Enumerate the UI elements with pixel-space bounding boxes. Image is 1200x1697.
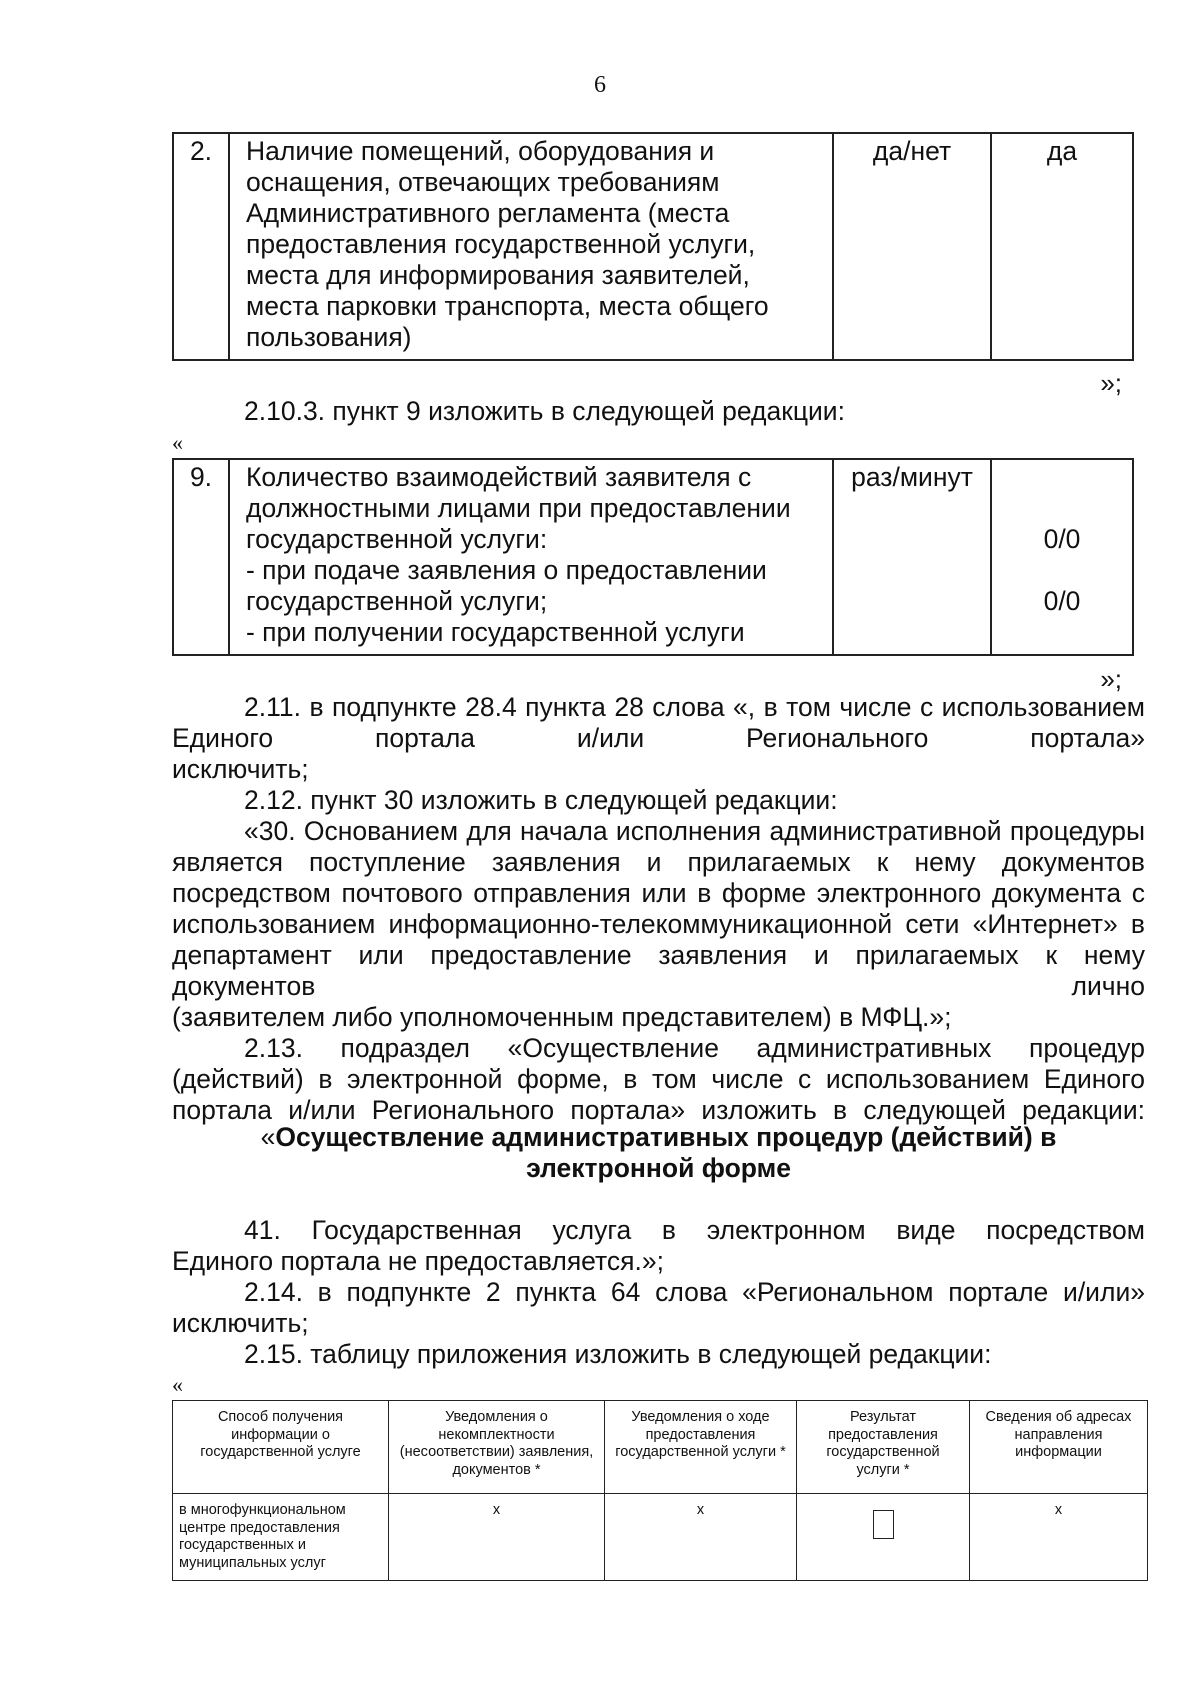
appendix-table: [172, 1400, 1148, 1581]
result-cell: [797, 1494, 970, 1581]
paragraph-2-14-end: исключить;: [172, 1308, 309, 1338]
paragraph-2-10-3: 2.10.3. пункт 9 изложить в следующей редакции:: [244, 396, 845, 426]
indicator-description: Количество взаимодействий заявителя с должностными лицами при предоставлении государственной услуги: - при подаче заявления о предоставлении государственной услуги; - при получении государственной услуги: [229, 459, 833, 655]
indicator-value: да: [991, 133, 1133, 360]
value-on-receipt: 0/0: [1043, 586, 1081, 616]
paragraph-41-end: Единого портала не предоставляется.»;: [172, 1246, 664, 1276]
paragraph-2-13: 2.13. подраздел «Осуществление административных процедур (действий) в электронной форме, в том числе с использованием Единого портала и/или Регионального портала» изложить в следующей редакции:: [172, 1033, 1145, 1125]
incompleteness-cell: x: [389, 1494, 605, 1581]
opening-quote: «: [172, 1372, 183, 1397]
method-cell: в многофункциональном центре предоставления государственных и муниципальных услуг: [173, 1494, 389, 1581]
paragraph-30-end: (заявителем либо уполномоченным представителем) в МФЦ.»;: [172, 1002, 952, 1032]
column-header: Уведомления о ходе предоставления государственной услуги *: [605, 1401, 797, 1494]
paragraph-2-11: 2.11. в подпункте 28.4 пункта 28 слова «, в том числе с использованием Единого портала и/или Регионального портала»: [172, 692, 1145, 753]
column-header: Уведомления о некомплектности (несоответствии) заявления, документов *: [389, 1401, 605, 1494]
empty-checkbox-icon: [873, 1510, 894, 1539]
column-header: Способ получения информации о государственной услуге: [173, 1401, 389, 1494]
paragraph-2-11-end: исключить;: [172, 754, 309, 784]
value-on-submission: 0/0: [1043, 524, 1081, 554]
paragraph-2-14: 2.14. в подпункте 2 пункта 64 слова «Региональном портале и/или»: [244, 1277, 1145, 1307]
opening-quote: «: [172, 430, 183, 455]
progress-cell: x: [605, 1494, 797, 1581]
page-number: 6: [594, 72, 606, 98]
row-number: 9.: [173, 459, 229, 655]
column-header: Сведения об адресах направления информации: [970, 1401, 1148, 1494]
indicator-values: [991, 459, 1133, 655]
table-row: [173, 1494, 1148, 1581]
amendment-paragraphs: [172, 692, 1145, 1126]
paragraph-2-12: 2.12. пункт 30 изложить в следующей редакции:: [244, 785, 838, 815]
section-heading: «Осуществление административных процедур (действий) в электронной форме: [260, 1122, 1057, 1183]
indicator-description: Наличие помещений, оборудования и оснащения, отвечающих требованиям Административного регламента (места предоставления государственной услуги, места для информирования заявителей, места парковки транспорта, места общего пользования): [229, 133, 833, 360]
paragraph-2-15: 2.15. таблицу приложения изложить в следующей редакции:: [244, 1339, 992, 1369]
unit-of-measure: раз/минут: [833, 459, 991, 655]
closing-quote: »;: [1100, 368, 1122, 398]
row-number: 2.: [173, 133, 229, 360]
indicator-table-row-9: [172, 458, 1134, 656]
paragraph-41: 41. Государственная услуга в электронном виде посредством: [244, 1215, 1145, 1245]
paragraph-30-text: «30. Основанием для начала исполнения административной процедуры является поступление заявления и прилагаемых к нему документов посредством почтового отправления или в форме электронного документа с использованием информационно-телекоммуникационной сети «Интернет» в департамент или предоставление заявления и прилагаемых к нему документов лично: [172, 816, 1145, 1001]
unit-of-measure: да/нет: [833, 133, 991, 360]
table-header-row: [173, 1401, 1148, 1494]
indicator-table-row-2: [172, 132, 1134, 361]
amendment-paragraphs-2: [172, 1215, 1145, 1370]
closing-quote: »;: [1100, 664, 1122, 694]
addresses-cell: x: [970, 1494, 1148, 1581]
column-header: Результат предоставления государственной услуги *: [797, 1401, 970, 1494]
